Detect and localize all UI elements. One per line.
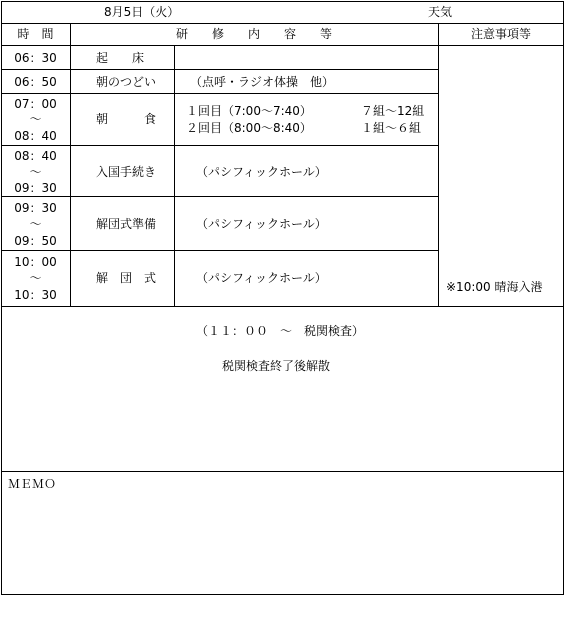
row-6-item: 解 団 式 [96, 271, 157, 285]
rule-table-end [1, 306, 564, 307]
rule-notes-col [438, 23, 439, 306]
row-6-time-start: 10：00 [14, 255, 57, 269]
rule-row-5 [1, 250, 439, 251]
rule-time-col [70, 23, 71, 306]
dismissal-note: 税関検査終了後解散 [222, 359, 331, 373]
column-header-time: 時 間 [17, 27, 54, 41]
row-6-time-sep: ～ [29, 271, 42, 285]
rule-item-col [174, 45, 175, 306]
rule-memo [1, 471, 564, 472]
customs-inspection: （１１：００ ～ 税関検査） [196, 324, 365, 338]
row-4-time-sep: ～ [29, 165, 42, 179]
row-3-time-sep: ～ [29, 112, 42, 126]
rule-row-1 [1, 69, 439, 70]
row-4-time-end: 09：30 [14, 181, 57, 195]
row-4-time-start: 08：40 [14, 149, 57, 163]
column-header-content: 研 修 内 容 等 [175, 27, 332, 41]
rule-columns [1, 45, 564, 46]
row-2-detail: （点呼・ラジオ体操 他） [190, 75, 335, 89]
row-3-detail2: ２回目（8:00～8:40） [186, 121, 312, 135]
notes-arrival: ※10:00 晴海入港 [446, 280, 543, 294]
row-5-item: 解団式準備 [96, 217, 157, 231]
row-3-groups2: １組～６組 [361, 121, 422, 135]
row-4-detail: （パシフィックホール） [196, 165, 327, 179]
row-6-detail: （パシフィックホール） [196, 271, 327, 285]
row-5-time-end: 09：50 [14, 234, 57, 248]
weather-label: 天気 [428, 5, 453, 19]
row-5-time-sep: ～ [29, 217, 42, 231]
row-2-item: 朝のつどい [96, 75, 157, 89]
column-header-notes: 注意事項等 [470, 27, 531, 41]
rule-row-3 [1, 145, 439, 146]
row-1-item: 起 床 [96, 51, 145, 65]
row-4-item: 入国手続き [96, 165, 157, 179]
row-5-time-start: 09：30 [14, 201, 57, 215]
row-3-groups: ７組～12組 [361, 104, 425, 118]
row-3-time-start: 07：00 [14, 97, 57, 111]
date-label: 8月5日（火） [104, 5, 180, 19]
row-2-time-start: 06：50 [14, 75, 57, 89]
rule-header [1, 23, 564, 24]
memo-label: ＭＥＭＯ [8, 477, 57, 491]
rule-row-4 [1, 196, 439, 197]
row-3-item: 朝 食 [96, 112, 157, 126]
rule-row-2 [1, 93, 439, 94]
row-1-time-start: 06：30 [14, 51, 57, 65]
schedule-sheet [1, 1, 564, 595]
row-3-detail: １回目（7:00～7:40） [186, 104, 312, 118]
row-5-detail: （パシフィックホール） [196, 217, 327, 231]
row-3-time-end: 08：40 [14, 129, 57, 143]
row-6-time-end: 10：30 [14, 288, 57, 302]
